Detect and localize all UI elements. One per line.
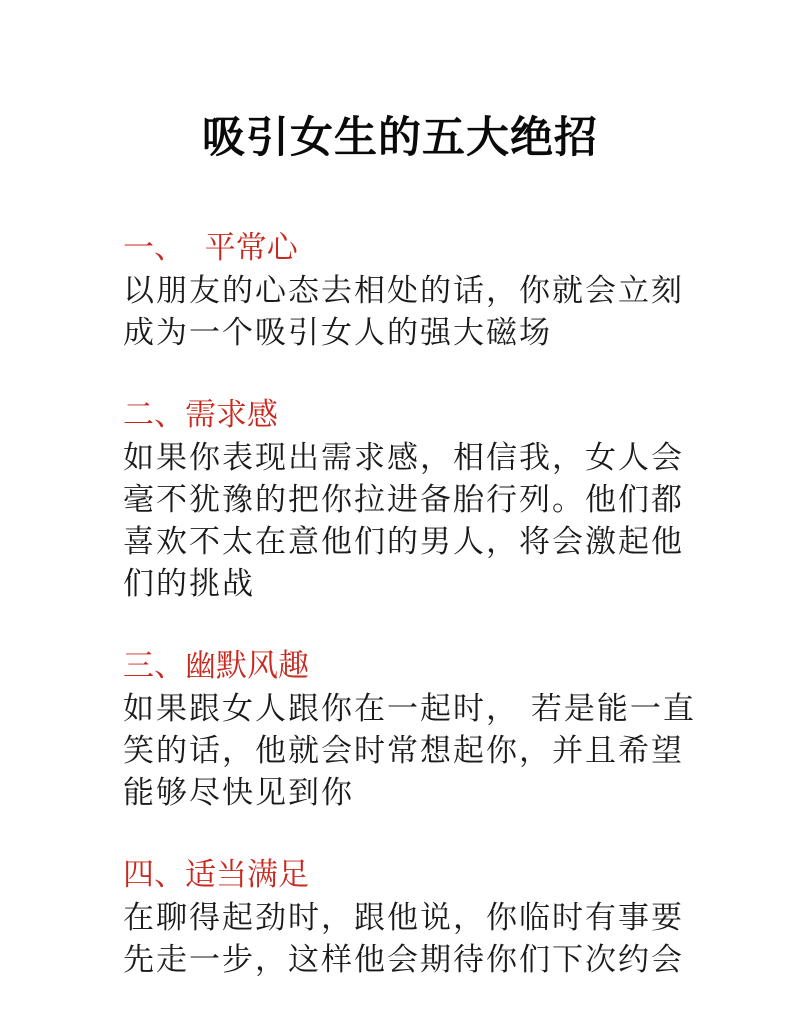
section-heading: 一、 平常心 [123,230,298,266]
body-line: 毫不犹豫的把你拉进备胎行列。他们都 [123,482,684,518]
body-line: 笑的话，他就会时常想起你，并且希望 [123,733,684,769]
body-line: 如果跟女人跟你在一起时， 若是能一直 [123,691,696,727]
body-line: 成为一个吸引女人的强大磁场 [123,315,552,351]
section-2 [123,393,703,605]
section-body [123,270,703,354]
body-line: 如果你表现出需求感，相信我，女人会 [123,440,684,476]
body-line: 以朋友的心态去相处的话，你就会立刻 [123,273,684,309]
section-body [123,688,703,814]
section-heading: 三、幽默风趣 [123,648,309,684]
section-heading: 四、适当满足 [123,857,309,893]
body-line: 们的挑战 [123,566,255,602]
section-body [123,437,703,605]
section-body [123,897,703,981]
body-line: 先走一步，这样他会期待你们下次约会 [123,942,684,978]
body-line: 喜欢不太在意他们的男人，将会激起他 [123,524,684,560]
section-1 [123,226,703,354]
section-3 [123,644,703,814]
body-line: 在聊得起劲时，跟他说，你临时有事要 [123,900,684,936]
article-title: 吸引女生的五大绝招 [202,113,598,163]
section-heading: 二、需求感 [123,397,278,433]
section-4 [123,853,703,981]
body-line: 能够尽快见到你 [123,775,354,811]
